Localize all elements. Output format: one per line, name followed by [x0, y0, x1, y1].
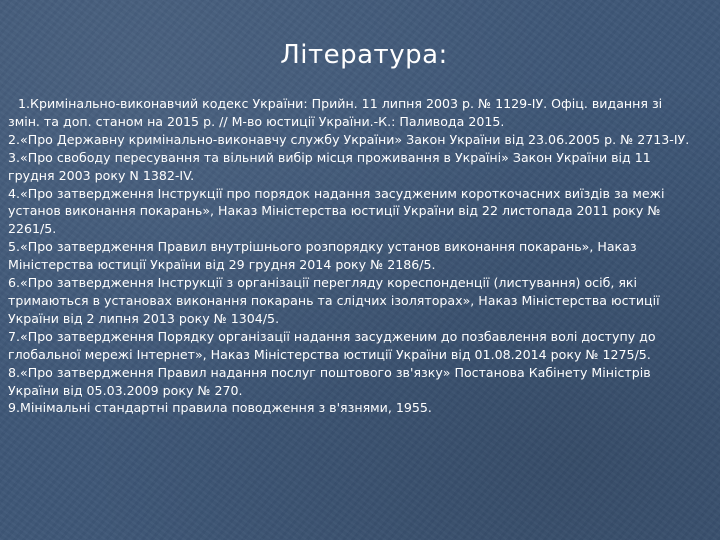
- reference-item-5: 5.«Про затвердження Правил внутрішнього розпорядку установ виконання покарань», Наказ Міністерства юстиції України від 29 грудня 2014 року № 2186/5.: [8, 239, 637, 273]
- reference-item-4: 4.«Про затвердження Інструкції про порядок надання засудженим короткочасних виїздів за межі установ виконання покарань», Наказ Міністерства юстиції України від 22 листопада 2011 року № 2261/5.: [8, 185, 665, 237]
- reference-item-2: 2.«Про Державну кримінально-виконавчу службу України» Закон України від 23.06.2005 р. № 2713-IУ.: [8, 131, 690, 147]
- reference-item-3: 3.«Про свободу пересування та вільний вибір місця проживання в Україні» Закон України від 11 грудня 2003 року N 1382-IV.: [8, 149, 651, 183]
- reference-item-1: 1.Кримінально-виконавчий кодекс України: Прийн. 11 липня 2003 р. № 1129-IУ. Офіц. видання зі змін. та доп. станом на 2015 р. // М-во юстиції України.-К.: Паливода 2015.: [8, 96, 663, 129]
- slide-title: Література:: [280, 40, 448, 70]
- reference-item-6: 6.«Про затвердження Інструкції з організації перегляду кореспонденції (листування) осіб, які тримаються в установах виконання покарань та слідчих ізоляторах», Наказ Міністерства юстиції України від 2 липня 2013 року № 1304/5.: [8, 275, 660, 326]
- reference-list: [8, 95, 698, 417]
- reference-item-8: 8.«Про затвердження Правил надання послуг поштового зв'язку» Постанова Кабінету Міністрів України від 05.03.2009 року № 270.: [8, 364, 651, 398]
- reference-item-9: 9.Мінімальні стандартні правила поводження з в'язнями, 1955.: [8, 400, 432, 416]
- reference-item-7: 7.«Про затвердження Порядку організації надання засудженим до позбавлення волі доступу до глобальної мережі Інтернет», Наказ Міністерства юстиції України від 01.08.2014 року № 1275/5.: [8, 328, 656, 362]
